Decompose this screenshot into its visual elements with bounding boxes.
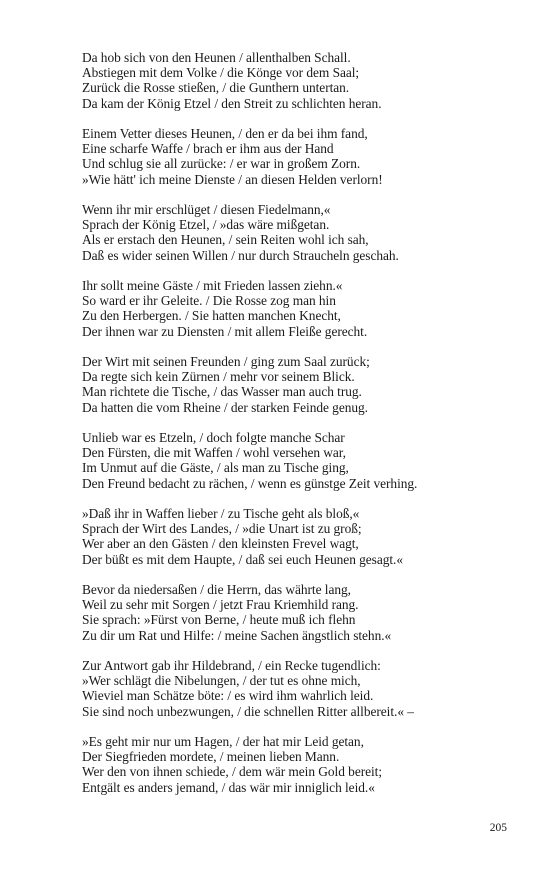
stanza (82, 506, 522, 567)
verse-line: Man richtete die Tische, / das Wasser man auch trug. (82, 384, 362, 400)
stanza (82, 430, 522, 491)
verse-line: Da hatten die vom Rheine / der starken Feinde genug. (82, 399, 368, 415)
verse-line: Wer aber an den Gästen / den kleinsten Frevel wagt, (82, 536, 359, 552)
stanza (82, 582, 522, 643)
verse-line: Sprach der König Etzel, / »das wäre mißgetan. (82, 217, 330, 233)
verse-line: Da kam der König Etzel / den Streit zu schlichten heran. (82, 95, 382, 111)
verse-line: Zur Antwort gab ihr Hildebrand, / ein Recke tugendlich: (82, 658, 381, 673)
page-number: 205 (489, 822, 507, 834)
stanza (82, 354, 522, 415)
poem-text (82, 50, 522, 810)
verse-line: Der ihnen war zu Diensten / mit allem Fleiße gerecht. (82, 323, 368, 339)
verse-line: Bevor da niedersaßen / die Herrn, das währte lang, (82, 582, 351, 597)
verse-line: Der Wirt mit seinen Freunden / ging zum Saal zurück; (82, 354, 370, 369)
verse-line: Sprach der Wirt des Landes, / »die Unart ist zu groß; (82, 521, 362, 537)
verse-line: Wenn ihr mir erschlüget / diesen Fiedelmann,« (82, 202, 331, 217)
verse-line: »Daß ihr in Waffen lieber / zu Tische geht als bloß,« (82, 506, 360, 521)
stanza (82, 126, 522, 187)
verse-line: Eine scharfe Waffe / brach er ihm aus der Hand (82, 141, 334, 157)
stanza (82, 202, 522, 263)
verse-line: Ihr sollt meine Gäste / mit Frieden lassen ziehn.« (82, 278, 343, 293)
verse-line: Zurück die Rosse stießen, / die Gunthern untertan. (82, 80, 350, 96)
verse-line: Einem Vetter dieses Heunen, / den er da bei ihm fand, (82, 126, 368, 141)
verse-line: Entgält es anders jemand, / das wär mir inniglich leid.« (82, 779, 375, 795)
verse-line: Zu dir um Rat und Hilfe: / meine Sachen ängstlich stehn.« (82, 627, 392, 643)
verse-line: Zu den Herbergen. / Sie hatten manchen Knecht, (82, 308, 341, 324)
verse-line: Daß es wider seinen Willen / nur durch Straucheln geschah. (82, 247, 399, 263)
verse-line: Den Freund bedacht zu rächen, / wenn es günstge Zeit verhing. (82, 475, 418, 491)
verse-line: Der Siegfrieden mordete, / meinen lieben Mann. (82, 749, 340, 765)
verse-line: Da regte sich kein Zürnen / mehr vor seinem Blick. (82, 369, 355, 385)
stanza (82, 278, 522, 339)
verse-line: Sie sprach: »Fürst von Berne, / heute muß ich flehn (82, 612, 356, 628)
verse-line: Als er erstach den Heunen, / sein Reiten wohl ich sah, (82, 232, 369, 248)
verse-line: »Wie hätt' ich meine Dienste / an diesen Helden verlorn! (82, 171, 383, 187)
verse-line: Wer den von ihnen schiede, / dem wär mein Gold bereit; (82, 764, 383, 780)
verse-line: Im Unmut auf die Gäste, / als man zu Tische ging, (82, 460, 349, 476)
verse-line: Weil zu sehr mit Sorgen / jetzt Frau Kriemhild rang. (82, 597, 359, 613)
verse-line: Sie sind noch unbezwungen, / die schnellen Ritter allbereit.« – (82, 703, 414, 719)
stanza (82, 734, 522, 795)
verse-line: Und schlug sie all zurücke: / er war in großem Zorn. (82, 156, 361, 172)
verse-line: Den Fürsten, die mit Waffen / wohl versehen war, (82, 445, 346, 461)
verse-line: Abstiegen mit dem Volke / die Könge vor dem Saal; (82, 65, 360, 81)
verse-line: Unlieb war es Etzeln, / doch folgte manche Schar (82, 430, 345, 445)
stanza (82, 658, 522, 719)
verse-line: Da hob sich von den Heunen / allenthalben Schall. (82, 50, 351, 65)
stanza (82, 50, 522, 111)
verse-line: So ward er ihr Geleite. / Die Rosse zog man hin (82, 293, 336, 309)
verse-line: Der büßt es mit dem Haupte, / daß sei euch Heunen gesagt.« (82, 551, 403, 567)
verse-line: »Wer schlägt die Nibelungen, / der tut es ohne mich, (82, 673, 361, 689)
verse-line: Wieviel man Schätze böte: / es wird ihm wahrlich leid. (82, 688, 374, 704)
verse-line: »Es geht mir nur um Hagen, / der hat mir Leid getan, (82, 734, 364, 749)
